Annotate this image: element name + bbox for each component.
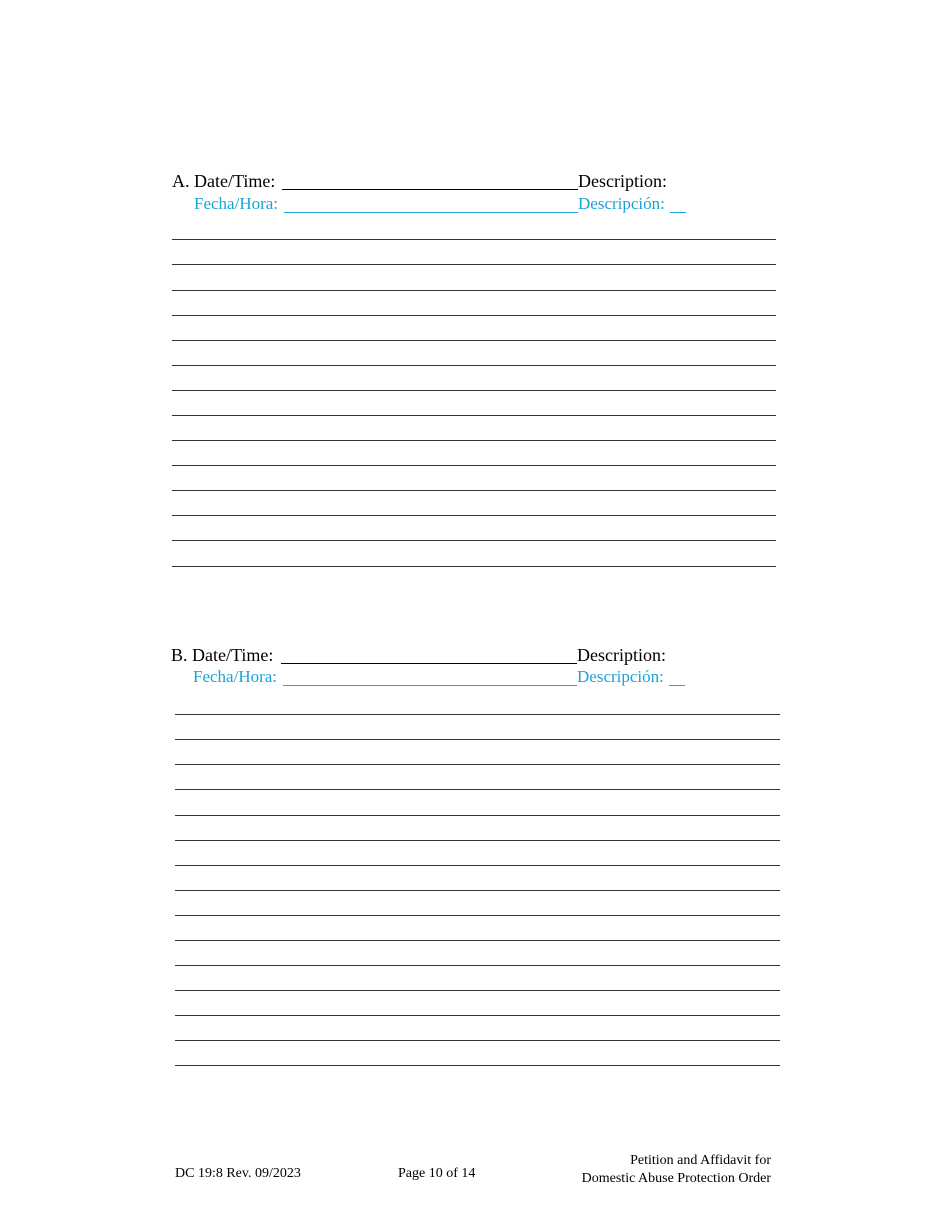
section-b-date-time-field[interactable]	[281, 663, 577, 664]
section-a-date-time-label: A. Date/Time:	[172, 171, 276, 191]
section-b-description-label: Description:	[577, 645, 666, 665]
section-b-fecha-hora-label: Fecha/Hora:	[193, 667, 278, 686]
section-b-descripcion-label: Descripción:	[577, 667, 664, 686]
section-b-fecha-hora-field[interactable]	[283, 685, 577, 686]
writing-line[interactable]	[172, 239, 776, 240]
writing-line[interactable]	[175, 990, 780, 991]
writing-line[interactable]	[172, 490, 776, 491]
section-a-date-time-row	[172, 170, 732, 192]
writing-line[interactable]	[175, 840, 780, 841]
writing-line[interactable]	[172, 465, 776, 466]
writing-line[interactable]	[172, 390, 776, 391]
writing-line[interactable]	[172, 515, 776, 516]
section-b-fecha-hora-row	[171, 666, 731, 688]
section-a-fecha-hora-field[interactable]	[284, 212, 578, 213]
writing-line[interactable]	[175, 865, 780, 866]
writing-line[interactable]	[175, 890, 780, 891]
section-a-fecha-hora-row	[172, 193, 732, 215]
section-a-fecha-hora-label: Fecha/Hora:	[194, 194, 279, 213]
writing-line[interactable]	[172, 540, 776, 541]
writing-line[interactable]	[172, 415, 776, 416]
writing-line[interactable]	[172, 566, 776, 567]
writing-line[interactable]	[175, 940, 780, 941]
writing-line[interactable]	[175, 714, 780, 715]
section-a-date-time-field[interactable]	[282, 189, 578, 190]
writing-line[interactable]	[175, 915, 780, 916]
section-a-description-label: Description:	[578, 171, 667, 191]
writing-line[interactable]	[175, 1065, 780, 1066]
writing-line[interactable]	[175, 965, 780, 966]
writing-line[interactable]	[172, 290, 776, 291]
writing-line[interactable]	[172, 365, 776, 366]
writing-line[interactable]	[172, 315, 776, 316]
footer-page-number: Page 10 of 14	[398, 1166, 476, 1181]
writing-line[interactable]	[175, 739, 780, 740]
footer-form-title	[582, 1152, 771, 1188]
section-a-descripcion-label: Descripción:	[578, 194, 665, 213]
writing-line[interactable]	[172, 440, 776, 441]
writing-line[interactable]	[175, 1040, 780, 1041]
footer-title-line2: Domestic Abuse Protection Order	[581, 1171, 771, 1186]
writing-line[interactable]	[175, 764, 780, 765]
writing-line[interactable]	[172, 340, 776, 341]
writing-line[interactable]	[172, 264, 776, 265]
section-b-descripcion-field[interactable]	[669, 685, 685, 686]
writing-line[interactable]	[175, 815, 780, 816]
footer-title-line1: Petition and Affidavit for	[630, 1153, 771, 1168]
footer-form-id: DC 19:8 Rev. 09/2023	[175, 1166, 301, 1181]
section-a-descripcion-field[interactable]	[670, 212, 686, 213]
writing-line[interactable]	[175, 789, 780, 790]
writing-line[interactable]	[175, 1015, 780, 1016]
section-b-date-time-row	[171, 644, 731, 666]
section-b-date-time-label: B. Date/Time:	[171, 645, 274, 665]
